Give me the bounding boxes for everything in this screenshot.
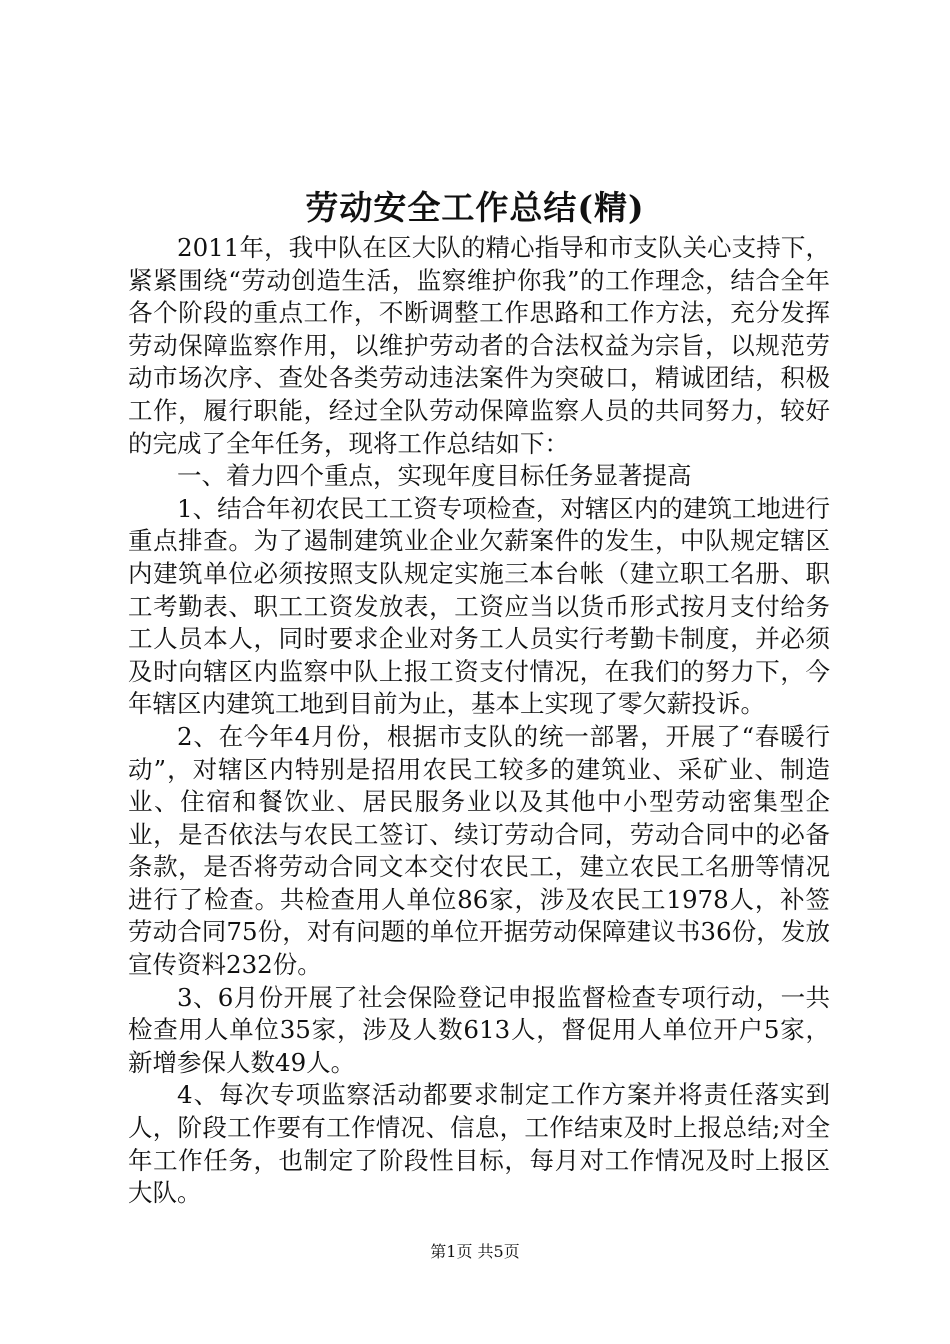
document-body	[128, 232, 830, 1210]
paragraph-item-4: 4、每次专项监察活动都要求制定工作方案并将责任落实到人，阶段工作要有工作情况、信息，工作结束及时上报总结;对全年工作任务，也制定了阶段性目标，每月对工作情况及时上报区大队。	[128, 1080, 830, 1208]
section-heading: 一、着力四个重点，实现年度目标任务显著提高	[177, 461, 692, 491]
paragraph-item-2: 2、在今年4月份，根据市支队的统一部署，开展了“春暖行动”，对辖区内特别是招用农民工较多的建筑业、采矿业、制造业、住宿和餐饮业、居民服务业以及其他中小型劳动密集型企业，是否依法与农民工签订、续订劳动合同，劳动合同中的必备条款，是否将劳动合同文本交付农民工，建立农民工名册等情况进行了检查。共检查用人单位86家，涉及农民工1978人，补签劳动合同75份，对有问题的单位开据劳动保障建议书36份，发放宣传资料232份。	[128, 721, 830, 980]
paragraph-item-3: 3、6月份开展了社会保险登记申报监督检查专项行动，一共检查用人单位35家，涉及人数613人，督促用人单位开户5家，新增参保人数49人。	[128, 982, 830, 1077]
paragraph-item-1: 1、结合年初农民工工资专项检查，对辖区内的建筑工地进行重点排查。为了遏制建筑业企业欠薪案件的发生，中队规定辖区内建筑单位必须按照支队规定实施三本台帐（建立职工名册、职工考勤表、职工工资发放表，工资应当以货币形式按月支付给务工人员本人，同时要求企业对务工人员实行考勤卡制度，并必须及时向辖区内监察中队上报工资支付情况，在我们的努力下，今年辖区内建筑工地到目前为止，基本上实现了零欠薪投诉。	[128, 493, 830, 719]
paragraph-intro: 2011年，我中队在区大队的精心指导和市支队关心支持下，紧紧围绕“劳动创造生活，监察维护你我”的工作理念，结合全年各个阶段的重点工作，不断调整工作思路和工作方法，充分发挥劳动保障监察作用，以维护劳动者的合法权益为宗旨，以规范劳动市场次序、查处各类劳动违法案件为突破口，精诚团结，积极工作，履行职能，经过全队劳动保障监察人员的共同努力，较好的完成了全年任务，现将工作总结如下：	[128, 233, 830, 458]
page-footer: 第1页 共5页	[430, 1242, 520, 1261]
document-title: 劳动安全工作总结(精)	[305, 188, 645, 227]
